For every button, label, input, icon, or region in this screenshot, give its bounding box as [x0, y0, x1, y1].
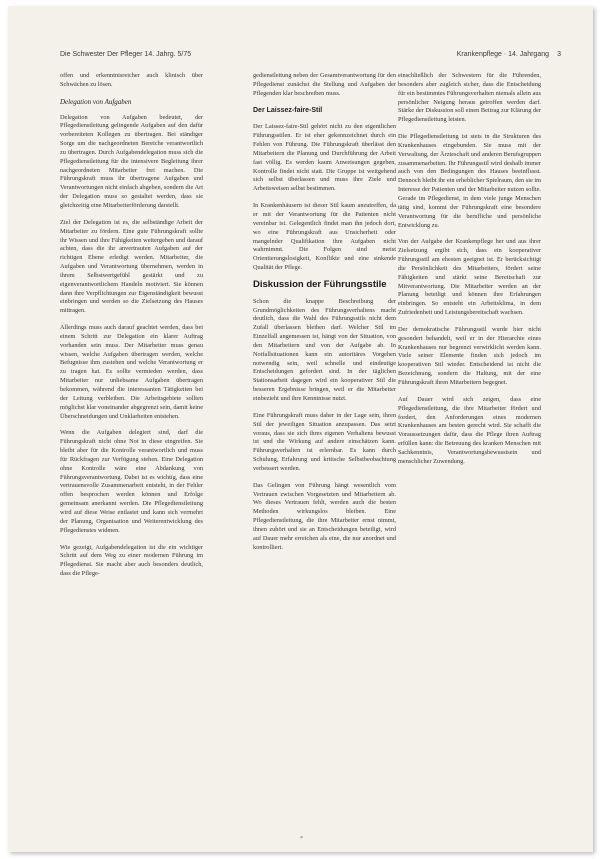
paragraph: Schon die knappe Beschreibung der Grundmöglichkeiten des Führungsverhaltens macht deutlich, dass die Wahl des Führungsstils nicht dem Zufall überlassen bleiben darf. Welcher Stil im Einzelfall angemessen ist, hängt von der Situation, von den Mitarbeitern und von der Aufgabe ab. In Notfallsituationen kann ein autoritäres Vorgehen notwendig sein, weil schnelle und eindeutige Entscheidungen gefordert sind. In der täglichen Stationsarbeit dagegen wird ein kooperativer Stil die besseren Ergebnisse bringen, weil er die Mitarbeiter einbezieht und ihre Kenntnisse nutzt.	[253, 297, 396, 402]
main-section-heading: Diskussion der Führungsstile	[253, 278, 387, 290]
paragraph: gedienstleitung neben der Gesamtverantwortung für den Pflegedienst zunächst die Stellung und Aufgaben der Pflegenden klar beschreiben muss.	[253, 72, 396, 97]
paragraph: Eine Führungskraft muss daher in der Lage sein, ihren Stil der jeweiligen Situation anzupassen. Das setzt voraus, dass sie sich ihres eigenen Verhaltens bewusst ist und die Wirkung auf andere einschätzen kann. Führungsverhalten ist erlernbar. Es kann durch Schulung, Erfahrung und kritische Selbstbeobachtung verbessert werden.	[253, 411, 396, 472]
section-heading: Delegation von Aufgaben	[60, 97, 132, 106]
footer-mark: *	[300, 836, 303, 842]
paragraph: Allerdings muss auch darauf geachtet werden, dass bei einem Schritt zur Delegation ein klarer Auftrag vorhanden sein muss. Der Mitarbeiter muss genau wissen, welche Aufgaben übertragen werden, welche Befugnisse ihm zustehen und welche Verantwortung er zu tragen hat. Es sollte vermieden werden, dass Mitarbeiter nur unliebsame Aufgaben übertragen bekommen, während die interessanten Tätigkeiten bei der Leitung verbleiben. Die Arbeitsgebiete sollten möglichst klar voneinander abgegrenzt sein, damit keine Überschneidungen und Unklarheiten entstehen.	[60, 324, 203, 420]
text-column-2	[253, 72, 396, 561]
paragraph: Der Laissez-faire-Stil gehört nicht zu den eigentlichen Führungsstilen. Er ist eher gekennzeichnet durch ein Fehlen von Führung. Die Führungskraft überlässt den Mitarbeitern die Planung und Durchführung der Arbeit fast völlig. Es werden kaum Anweisungen gegeben, Kontrolle findet nicht statt. Die Gruppe ist weitgehend sich selbst überlassen und muss ihre Ziele und Arbeitsweisen selbst bestimmen.	[253, 123, 396, 193]
paragraph: offen und erkenntnisreicher auch klinisch über Schwächen zu lösen.	[60, 72, 203, 88]
paragraph: einschließlich der Schwestern für die Führenden, besonders aber zugleich sicher, dass die Entscheidung für ein bestimmtes Führungsverhalten niemals allein aus persönlicher Neigung heraus getroffen werden darf. Stärke der Diskussion soll einen Beitrag zur Klärung der Pflegedienstleitung leisten.	[398, 72, 541, 124]
header-section: Krankenpflege · 14. Jahrgang	[456, 51, 549, 58]
page-number: 3	[557, 51, 561, 58]
paragraph: Auf Dauer wird sich zeigen, dass eine Pflegedienstleitung, die ihre Mitarbeiter fördert und fordert, den Anforderungen eines modernen Krankenhauses am besten gerecht wird. Sie schafft die Voraussetzungen dafür, dass die Pflege ihren Auftrag erfüllen kann: die Betreuung des kranken Menschen mit Sachkenntnis, Verantwortungsbewusstsein und menschlicher Zuwendung.	[398, 395, 541, 465]
header-journal: Die Schwester Der Pfleger 14. Jahrg. 5/75	[60, 51, 192, 58]
document-page	[8, 6, 593, 852]
paragraph: Der demokratische Führungsstil wurde hier nicht gesondert behandelt, weil er in der Hierarchie eines Krankenhauses nur begrenzt verwirklicht werden kann. Viele seiner Elemente finden sich jedoch im kooperativen Stil wieder. Entscheidend ist nicht die Bezeichnung, sondern die Haltung, mit der eine Führungskraft ihren Mitarbeitern begegnet.	[398, 325, 541, 386]
text-column-1	[60, 72, 203, 587]
paragraph: Delegation von Aufgaben bedeutet, der Pflegedienstleitung gelingende Aufgaben auf den dafür vorbereiteten Kollegen zu übertragen. Bei ständiger Sorge um die nachgeordneten Bereiche verantwortlich zu übertragen. Durch Aufgabendelegation muss sich die Pflegedienstleitung für die intensivere Begleitung ihrer nachgeordneten Mitarbeiter frei machen. Die Führungskraft muss ihr übertragene Aufgaben und Verantwortungen nicht einfach abgeben, sondern die Art der Delegation muss so gestaltet werden, dass sie gleichzeitig eine Mitarbeiterförderung darstellt.	[60, 113, 203, 209]
paragraph: Ziel der Delegation ist es, die selbständige Arbeit der Mitarbeiter zu fördern. Eine gute Führungskraft sollte ihr Wissen und ihre Fähigkeiten weitergeben und darauf achten, dass die ihr anvertrauten Aufgaben auf der richtigen Ebene erledigt werden. Mitarbeiter, die Aufgaben und Verantwortung übernehmen, werden in ihrem Selbstwertgefühl gestärkt und zu eigenverantwortlichem Handeln motiviert. Sie können dann ihre Verpflichtungen zur Eigenständigkeit bewusst einbringen und werden so die Zielsetzung des Hauses mittragen.	[60, 218, 203, 315]
section-heading: Der Laissez-faire-Stil	[253, 106, 323, 114]
paragraph: Von der Aufgabe der Krankenpflege her und aus ihrer Zielsetzung ergibt sich, dass ein kooperativer Führungsstil am ehesten geeignet ist. Er berücksichtigt die Persönlichkeit des Mitarbeiters, fördert seine Fähigkeiten und stärkt seine Bereitschaft zur Mitverantwortung. Die Mitarbeiter werden an der Planung beteiligt und können ihre Erfahrungen einbringen. So entsteht ein Arbeitsklima, in dem Zufriedenheit und Leistungsbereitschaft wachsen.	[398, 238, 541, 317]
paragraph: Wenn die Aufgaben delegiert sind, darf die Führungskraft nicht ohne Not in diese eingreifen. Sie bleibt aber für die Kontrolle verantwortlich und muss für Rückfragen zur Verfügung stehen. Eine Delegation ohne Kontrolle wäre eine Abdankung von Führungsverantwortung. Dabei ist es wichtig, dass eine vertrauensvolle Zusammenarbeit entsteht, in der Fehler offen besprochen werden können und Erfolge gemeinsam anerkannt werden. Die Pflegedienstleitung wird auf diese Weise entlastet und kann sich vermehrt der Planung, Organisation und Weiterentwicklung des Pflegedienstes widmen.	[60, 429, 203, 534]
paragraph: Wie gezeigt, Aufgabendelegation ist die ein wichtiger Schritt auf dem Weg zu einer modernen Führung im Pflegedienst. Sie macht aber auch besonders deutlich, dass die Pflege-	[60, 543, 203, 578]
paragraph: In Krankenhäusern ist dieser Stil kaum anzutreffen, da er mit der Verantwortung für die Patienten nicht vereinbar ist. Gelegentlich findet man ihn jedoch dort, wo eine Führungskraft aus Unsicherheit oder mangelnder Qualifikation ihre Aufgaben nicht wahrnimmt. Die Folgen sind meist Orientierungslosigkeit, Konflikte und eine sinkende Qualität der Pflege.	[253, 202, 396, 272]
paragraph: Die Pflegedienstleitung ist stets in die Strukturen des Krankenhauses eingebunden. Sie muss mit der Verwaltung, der Ärzteschaft und anderen Berufsgruppen zusammenarbeiten. Ihr Führungsstil wird deshalb immer auch von den Bedingungen des Hauses beeinflusst. Dennoch bleibt ihr ein erheblicher Spielraum, den sie im Interesse der Patienten und der Mitarbeiter nutzen sollte. Gerade im Pflegedienst, in dem viele junge Menschen tätig sind, kommt der Führungskraft eine besondere Verantwortung für die berufliche und persönliche Entwicklung zu.	[398, 133, 541, 229]
paragraph: Das Gelingen von Führung hängt wesentlich vom Vertrauen zwischen Vorgesetzten und Mitarbeitern ab. Wo dieses Vertrauen fehlt, werden auch die besten Methoden wirkungslos bleiben. Eine Pflegedienstleitung, die ihre Mitarbeiter ernst nimmt, ihnen zuhört und sie an Entscheidungen beteiligt, wird auf Dauer mehr erreichen als eine, die nur anordnet und kontrolliert.	[253, 481, 396, 551]
text-column-3	[398, 72, 541, 475]
running-header	[60, 51, 561, 63]
